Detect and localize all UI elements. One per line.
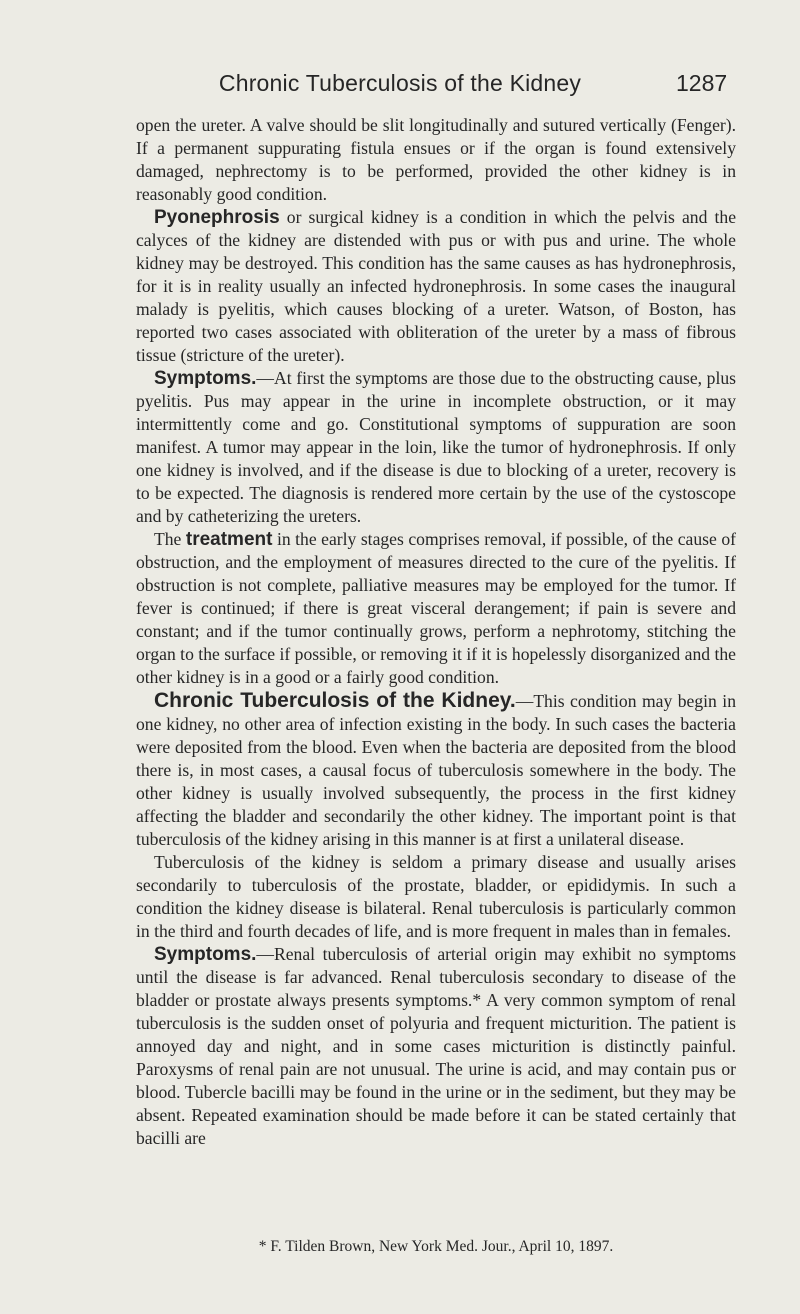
paragraph-text: —This condition may begin in one kidney, no other area of infection existing in the body. In such cases the bacteria were deposited from the blood. Even when the bacteria are deposited from the blood there is, in most cases, a causal focus of tuberculosis somewhere in the body. The other kidney is usually involved subsequently, the process in the first kidney affecting the bladder and secondarily the other kidney. The important point is that tuberculosis of the kidney arising in this manner is at first a unilateral disease. xyxy=(136,691,736,849)
paragraph-lead-prefix: The xyxy=(154,529,186,549)
paragraph xyxy=(136,943,736,1150)
paragraph-text: Tuberculosis of the kidney is seldom a primary disease and usually arises secondarily to tuberculosis of the prostate, bladder, or epididymis. In such a condition the kidney disease is bilateral. Renal tuberculosis is particularly common in the third and fourth decades of life, and is more frequent in males than in females. xyxy=(136,852,736,941)
paragraph xyxy=(136,851,736,943)
footnote: * F. Tilden Brown, New York Med. Jour., April 10, 1897. xyxy=(258,1238,614,1255)
section-heading-chronic-tuberculosis: Chronic Tuberculosis of the Kidney. xyxy=(154,689,516,712)
section-heading-symptoms: Symptoms. xyxy=(154,368,257,389)
paragraph xyxy=(136,689,736,851)
paragraph xyxy=(136,528,736,689)
running-header: Chronic Tuberculosis of the Kidney xyxy=(218,70,582,96)
paragraph xyxy=(136,367,736,528)
paragraph-text: open the ureter. A valve should be slit longitudinally and sutured vertically (Fenger). If a permanent suppurating fistula ensues or if the organ is found extensively damaged, nephrectomy is to be performed, provided the other kidney is in reasonably good condition. xyxy=(136,115,736,204)
section-heading-treatment: treatment xyxy=(185,529,273,550)
section-heading-pyonephrosis: Pyonephrosis xyxy=(154,207,280,228)
paragraph-text: in the early stages comprises removal, if possible, of the cause of obstruction, and the employment of measures directed to the cure of the pyelitis. If obstruction is not complete, palliative measures may be employed for the tumor. If fever is continued; if there is great visceral derangement; if pain is severe and constant; and if the tumor continually grows, perform a nephrotomy, stitching the organ to the surface if possible, or removing it if it is hopelessly disorganized and the other kidney is in a good or a fairly good condition. xyxy=(136,529,736,687)
paragraph xyxy=(136,206,736,367)
section-heading-symptoms: Symptoms. xyxy=(154,944,257,965)
paragraph-text: or surgical kidney is a condition in which the pelvis and the calyces of the kidney are distended with pus or with pus and urine. The whole kidney may be destroyed. This condition has the same causes as has hydronephrosis, for it is in reality usually an infected hydronephrosis. In some cases the inaugural malady is pyelitis, which causes blocking of a ureter. Watson, of Boston, has reported two cases associated with obliteration of the ureter by a mass of fibrous tissue (stricture of the ureter). xyxy=(136,207,736,365)
page-number: 1287 xyxy=(676,70,728,96)
paragraph xyxy=(136,114,736,206)
body-text xyxy=(136,114,736,1150)
paragraph-text: —At first the symptoms are those due to the obstructing cause, plus pyelitis. Pus may appear in the urine in incomplete obstruction, or it may intermittently come and go. Constitutional symptoms of suppuration are soon manifest. A tumor may appear in the loin, like the tumor of hydronephrosis. If only one kidney is involved, and if the disease is due to blocking of a ureter, recovery is to be expected. The diagnosis is rendered more certain by the use of the cystoscope and by catheterizing the ureters. xyxy=(136,368,736,526)
paragraph-text: —Renal tuberculosis of arterial origin may exhibit no symptoms until the disease is far advanced. Renal tuberculosis secondary to disease of the bladder or prostate always presents symptoms.* A very common symptom of renal tuberculosis is the sudden onset of polyuria and frequent micturition. The patient is annoyed day and night, and in some cases micturition is distinctly painful. Paroxysms of renal pain are not unusual. The urine is acid, and may contain pus or blood. Tubercle bacilli may be found in the urine or in the sediment, but they may be absent. Repeated examination should be made before it can be stated certainly that bacilli are xyxy=(136,944,736,1148)
